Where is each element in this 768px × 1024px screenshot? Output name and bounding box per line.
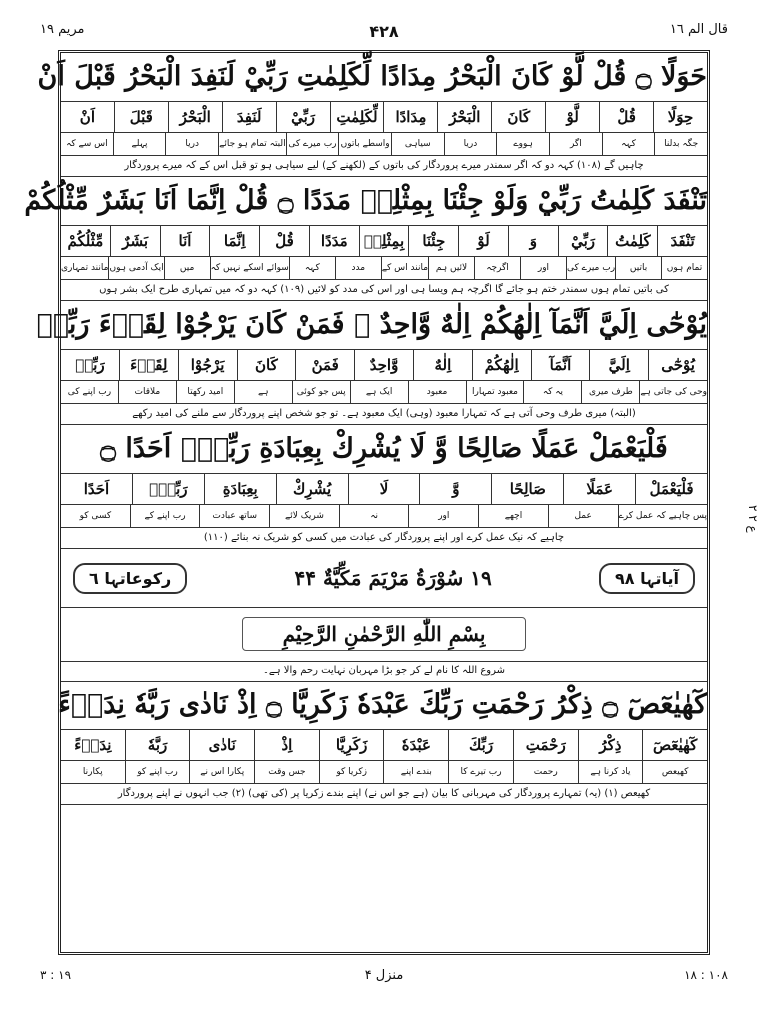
arabic-word: رَبِّيْ xyxy=(558,226,608,256)
meaning-row xyxy=(61,761,707,784)
arabic-word: لَوْ xyxy=(458,226,508,256)
arabic-word: جِئْنَا xyxy=(408,226,458,256)
word-meaning: بندے اپنے xyxy=(383,761,448,783)
arabic-word: الْبَحْرُ xyxy=(168,102,222,132)
word-meaning: اچھے xyxy=(478,505,548,527)
arabic-word: اَحَدًا xyxy=(83,480,110,498)
arabic-word: نِدَاۗءً xyxy=(74,736,112,754)
word-row xyxy=(61,730,707,761)
arabic-word: وَ xyxy=(508,226,558,256)
arabic-word: لِقَاۗءَ xyxy=(119,350,178,380)
arabic-word: يُوْحٰٓى xyxy=(648,350,707,380)
arabic-word: لِّكَلِمٰتِ xyxy=(330,102,384,132)
arabic-word: يَرْجُوْا xyxy=(178,350,237,380)
arabic-word: عَمَلًا xyxy=(563,474,635,504)
arabic-word: صَالِحًا xyxy=(491,474,563,504)
manzil-label: منزل ۴ xyxy=(364,968,404,983)
arabic-word: مِدَادًا xyxy=(383,102,437,132)
bismillah: بِسْمِ اللّٰهِ الرَّحْمٰنِ الرَّحِيْمِ xyxy=(242,617,527,651)
arabic-word: كَانَ xyxy=(237,350,296,380)
section-5 xyxy=(58,681,707,805)
meaning-row xyxy=(61,257,707,280)
arabic-word: اِلَيَّ xyxy=(589,350,648,380)
section-4 xyxy=(61,425,707,549)
surah-name: ۱۹ سُوْرَةُ مَرْيَمَ مَكِّيَّةٌ ۴۴ xyxy=(294,566,492,590)
word-meaning: جگہ بدلنا xyxy=(654,133,707,155)
word-meaning: میں xyxy=(164,257,210,279)
header-left: مریم ۱۹ xyxy=(40,22,85,37)
word-meaning: پکارا اس نے xyxy=(189,761,254,783)
arabic-word: زَكَرِيَّا xyxy=(319,730,384,760)
word-meaning: مدد xyxy=(335,257,381,279)
page-frame xyxy=(24,50,710,955)
arabic-word: قَبْلَ xyxy=(114,102,168,132)
word-meaning: رحمت xyxy=(513,761,578,783)
word-meaning: ہووے xyxy=(496,133,549,155)
word-meaning: دریا xyxy=(165,133,218,155)
arabic-word: بَشَرٌ xyxy=(110,226,160,256)
arabic-word: اَنْ xyxy=(79,108,95,126)
arabic-word: كَانَ xyxy=(491,102,545,132)
arabic-word: رَبِّهٖٓ xyxy=(132,474,204,504)
bismillah-panel xyxy=(61,607,707,662)
arabic-word: فَلْيَعْمَلْ xyxy=(635,474,707,504)
word-meaning: لائیں ہم xyxy=(428,257,474,279)
word-meaning: دریا xyxy=(444,133,497,155)
bismillah-translation: شروع اللہ کا نام لے کر جو بڑا مہربان نہایت رحم والا ہے۔ xyxy=(61,661,707,682)
word-row xyxy=(61,474,707,505)
arabic-verse-line: تَنْفَدَ كَلِمٰتُ رَبِّيْ وَلَوْ جِئْنَا بِمِثْلِهٖ مَدَدًا ۝ قُلْ اِنَّمَا اَنَا بَشَرٌ مِّثْلُكُمْ xyxy=(61,177,707,226)
word-meaning: پس چاہیے کہ عمل کرے xyxy=(618,505,707,527)
arabic-word: رَبَّهٗ xyxy=(125,730,190,760)
meaning-row xyxy=(61,133,707,156)
word-meaning: اور xyxy=(408,505,478,527)
word-meaning: پکارنا xyxy=(82,767,103,777)
word-meaning: اگرچہ xyxy=(474,257,520,279)
word-meaning: باتیں xyxy=(615,257,661,279)
arabic-word: فَمَنْ xyxy=(295,350,354,380)
translation-line: چاہیں گے (۱۰۸) کہہ دو کہ اگر سمندر میرے پروردگار کی باتوں کے (لکھنے کے) لیے سیاہی ہو تو قبل اس کے کہ میرے پروردگار xyxy=(61,156,707,177)
word-meaning: کسی کو xyxy=(79,511,112,521)
arabic-word: حِوَلًا xyxy=(653,102,707,132)
word-meaning: ایک ہے xyxy=(350,381,408,403)
arabic-word: كَلِمٰتُ xyxy=(607,226,657,256)
word-meaning: معبود تمہارا xyxy=(466,381,524,403)
section-1 xyxy=(37,53,707,177)
word-meaning: سیاہی xyxy=(391,133,444,155)
word-meaning: عمل xyxy=(548,505,618,527)
word-meaning: اگر xyxy=(549,133,602,155)
translation-line: چاہیے کہ نیک عمل کرے اور اپنے پروردگار کی عبادت میں کسی کو شریک نہ بنائے (۱۱۰) xyxy=(61,528,707,549)
word-meaning: یہ کہ xyxy=(523,381,581,403)
section-3 xyxy=(36,301,707,425)
word-row xyxy=(61,350,707,381)
word-meaning: ایک آدمی ہوں xyxy=(108,257,163,279)
word-meaning: طرف میری xyxy=(581,381,639,403)
arabic-word: تَنْفَدَ xyxy=(657,226,707,256)
page-number: ۴۲۸ xyxy=(369,22,399,41)
arabic-word: نَادٰى xyxy=(189,730,254,760)
arabic-word: اَنَّمَآ xyxy=(531,350,590,380)
word-meaning: سوائے اسکے نہیں کہ xyxy=(210,257,289,279)
arabic-word: مَدَدًا xyxy=(309,226,359,256)
arabic-verse-line: يُوْحٰٓى اِلَيَّ اَنَّمَآ اِلٰهُكُمْ اِلٰهٌ وَّاحِدٌ ۚ فَمَنْ كَانَ يَرْجُوْا لِقَاۗءَ رَبِّهٖ xyxy=(61,301,707,350)
arabic-word: بِعِبَادَةِ xyxy=(204,474,276,504)
word-meaning: جس وقت xyxy=(254,761,319,783)
word-meaning: رب اپنے کو xyxy=(125,761,190,783)
word-meaning: ساتھ عبادت xyxy=(199,505,269,527)
meaning-row xyxy=(61,505,707,528)
arabic-word: رَبِّهٖ xyxy=(75,356,105,374)
word-row xyxy=(61,102,707,133)
arabic-word: قُلْ xyxy=(599,102,653,132)
translation-line: (البتہ) میری طرف وحی آتی ہے کہ تمہارا معبود (وہی) ایک معبود ہے۔ تو جو شخص اپنے پروردگار سے ملنے کی امید رکھے xyxy=(61,404,707,425)
word-meaning: رب میرے کی xyxy=(566,257,615,279)
arabic-verse-line: حَوَلًا ۝ قُلْ لَّوْ كَانَ الْبَحْرُ مِدَادًا لِّكَلِمٰتِ رَبِّيْ لَنَفِدَ الْبَحْرُ قَبْلَ اَنْ xyxy=(61,53,707,102)
word-meaning: یاد کرنا ہے xyxy=(578,761,643,783)
word-meaning: امید رکھتا xyxy=(176,381,234,403)
arabic-verse-line: كٓهٰيٰعٓصٓ ۝ ذِكْرُ رَحْمَتِ رَبِّكَ عَبْدَهٗ زَكَرِيَّا ۝ اِذْ نَادٰى رَبَّهٗ نِدَاۗءً xyxy=(61,681,707,730)
arabic-word: رَبِّكَ xyxy=(448,730,513,760)
word-meaning: رب تیرے کا xyxy=(448,761,513,783)
arabic-word: مِّثْلُكُمْ xyxy=(67,232,104,250)
word-meaning: ہے xyxy=(234,381,292,403)
arabic-word: يُشْرِكْ xyxy=(276,474,348,504)
footer-right: ۱۸ : ۱۰۸ xyxy=(684,968,728,982)
word-meaning: اس سے کہ xyxy=(66,139,108,149)
arabic-word: لَّوْ xyxy=(545,102,599,132)
translation-line: کھیعص (۱) (یہ) تمہارے پروردگار کی مہربانی کا بیان (ہے جو اس نے) اپنے بندے زکریا پر (کی تھی) (۲) جب انہوں نے اپنے پروردگار xyxy=(61,784,707,805)
arabic-word: اِلٰهٌ xyxy=(413,350,472,380)
word-meaning: رب اپنے کے xyxy=(130,505,200,527)
word-meaning: شریک لائے xyxy=(269,505,339,527)
arabic-word: اِلٰهُكُمْ xyxy=(472,350,531,380)
word-meaning: پس جو کوئی xyxy=(292,381,350,403)
meaning-row xyxy=(61,381,707,404)
word-meaning: نہ xyxy=(339,505,409,527)
word-meaning: رب اپنے کی xyxy=(67,387,112,397)
ayat-count-box: آیاتہا ۹۸ xyxy=(599,563,695,594)
footer-left: ۳ : ۱۹ xyxy=(40,968,72,982)
surah-heading xyxy=(61,549,707,608)
word-meaning: مانند اس کے xyxy=(381,257,428,279)
word-meaning: مانند تمہاری xyxy=(60,263,109,273)
arabic-word: لَنَفِدَ xyxy=(222,102,276,132)
word-meaning: رب میرے کی xyxy=(286,133,339,155)
word-meaning: پہلے xyxy=(113,133,166,155)
arabic-word: بِمِثْلِهٖ xyxy=(359,226,409,256)
word-meaning: واسطے باتوں xyxy=(338,133,391,155)
ruku-marker: ع ۲ ۲ xyxy=(746,505,760,533)
ruku-count-box: رکوعاتہا ٦ xyxy=(73,563,187,594)
word-meaning: وحی کی جاتی ہے xyxy=(639,381,707,403)
word-meaning: اور xyxy=(520,257,566,279)
arabic-word: قُلْ xyxy=(259,226,309,256)
arabic-word: الْبَحْرُ xyxy=(437,102,491,132)
arabic-word: وَّ xyxy=(419,474,491,504)
word-meaning: تمام ہوں xyxy=(661,257,707,279)
arabic-word: اَنَا xyxy=(160,226,210,256)
arabic-word: لَا xyxy=(348,474,420,504)
word-meaning: زکریا کو xyxy=(319,761,384,783)
word-meaning: کہہ xyxy=(289,257,335,279)
header-right: قال الم ۱٦ xyxy=(669,22,728,37)
arabic-word: رَبِّيْ xyxy=(276,102,330,132)
arabic-word: عَبْدَهٗ xyxy=(383,730,448,760)
arabic-word: وَّاحِدٌ xyxy=(354,350,413,380)
word-row xyxy=(61,226,707,257)
word-meaning: ملاقات xyxy=(118,381,176,403)
section-2 xyxy=(24,177,707,301)
arabic-verse-line: فَلْيَعْمَلْ عَمَلًا صَالِحًا وَّ لَا يُشْرِكْ بِعِبَادَةِ رَبِّهٖٓ اَحَدًا ۝ xyxy=(61,425,707,474)
word-meaning: البتہ تمام ہو جائے xyxy=(218,133,286,155)
arabic-word: رَحْمَتِ xyxy=(513,730,578,760)
word-meaning: کہہ xyxy=(602,133,655,155)
arabic-word: اِنَّمَا xyxy=(209,226,259,256)
arabic-word: كٓهٰيٰعٓصٓ xyxy=(642,730,707,760)
arabic-word: ذِكْرُ xyxy=(578,730,643,760)
arabic-word: اِذْ xyxy=(254,730,319,760)
word-meaning: معبود xyxy=(408,381,466,403)
translation-line: کی باتیں تمام ہوں سمندر ختم ہو جائے گا اگرچہ ہم ویسا ہی اور اس کی مدد کو لائیں (۱۰۹) کہہ دو کہ میں تمہاری طرح ایک بشر ہوں xyxy=(61,280,707,301)
word-meaning: کھیعص xyxy=(642,761,707,783)
